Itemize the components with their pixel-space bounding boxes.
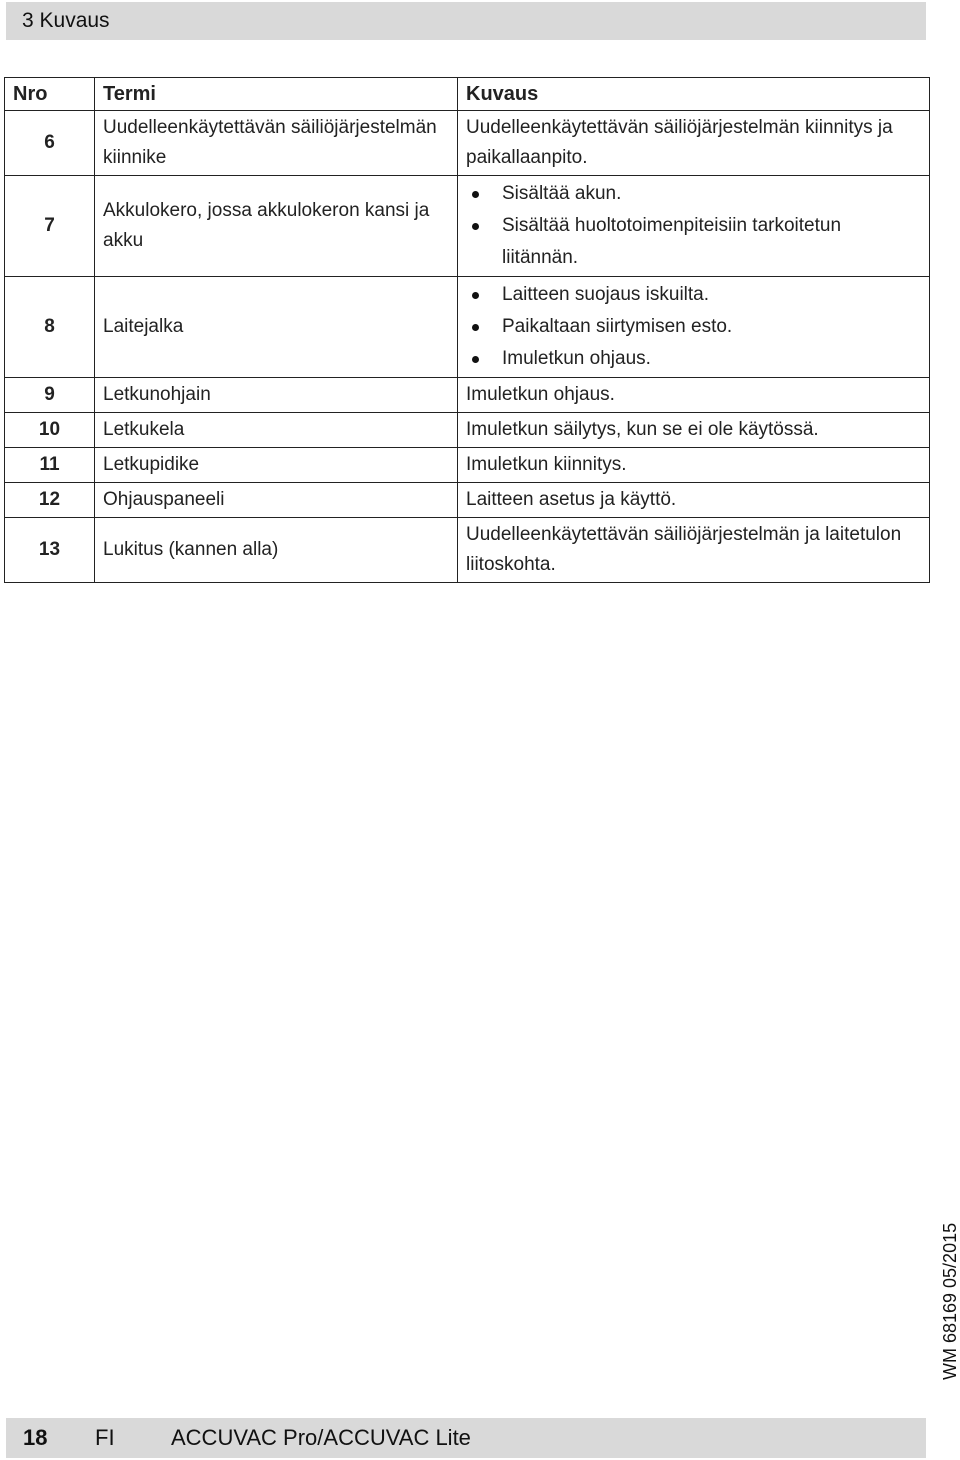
document-code: WM 68169 05/2015 <box>940 1222 960 1380</box>
row-description <box>458 176 930 277</box>
bullet-item: Imuletkun ohjaus. <box>466 343 921 375</box>
section-header <box>6 2 926 40</box>
column-header-desc: Kuvaus <box>458 78 930 111</box>
row-number: 12 <box>5 483 95 518</box>
row-term: Uudelleenkäytettävän säiliöjärjestelmän kiinnike <box>95 111 458 176</box>
row-term: Ohjauspaneeli <box>95 483 458 518</box>
table-row <box>5 176 930 277</box>
row-term: Lukitus (kannen alla) <box>95 518 458 583</box>
table-header-row <box>5 78 930 111</box>
row-term: Letkupidike <box>95 448 458 483</box>
row-number: 6 <box>5 111 95 176</box>
bullet-list <box>466 279 921 375</box>
table-row <box>5 448 930 483</box>
row-description: Imuletkun ohjaus. <box>458 378 930 413</box>
bullet-item: Paikaltaan siirtymisen esto. <box>466 311 921 343</box>
table-row <box>5 111 930 176</box>
bullet-item: Sisältää akun. <box>466 178 921 210</box>
page-number: 18 <box>23 1425 48 1450</box>
row-description: Laitteen asetus ja käyttö. <box>458 483 930 518</box>
row-description <box>458 277 930 378</box>
product-name: ACCUVAC Pro/ACCUVAC Lite <box>171 1425 471 1450</box>
row-term: Letkukela <box>95 413 458 448</box>
bullet-list <box>466 178 921 274</box>
row-description: Imuletkun kiinnitys. <box>458 448 930 483</box>
row-number: 9 <box>5 378 95 413</box>
column-header-term: Termi <box>95 78 458 111</box>
bullet-item: Sisältää huoltotoimenpiteisiin tarkoitetun liitännän. <box>466 210 921 274</box>
row-description: Uudelleenkäytettävän säiliöjärjestelmän ja laitetulon liitoskohta. <box>458 518 930 583</box>
terms-table <box>4 77 930 583</box>
row-description: Uudelleenkäytettävän säiliöjärjestelmän kiinnitys ja paikallaanpito. <box>458 111 930 176</box>
section-title: 3 Kuvaus <box>22 9 110 32</box>
table-row <box>5 483 930 518</box>
table-row <box>5 378 930 413</box>
language-code: FI <box>95 1425 115 1450</box>
row-term: Laitejalka <box>95 277 458 378</box>
row-description: Imuletkun säilytys, kun se ei ole käytössä. <box>458 413 930 448</box>
row-number: 8 <box>5 277 95 378</box>
column-header-nro: Nro <box>5 78 95 111</box>
table-row <box>5 518 930 583</box>
table-row <box>5 413 930 448</box>
row-term: Letkunohjain <box>95 378 458 413</box>
row-number: 13 <box>5 518 95 583</box>
page-footer <box>6 1418 926 1458</box>
row-term: Akkulokero, jossa akkulokeron kansi ja akku <box>95 176 458 277</box>
row-number: 11 <box>5 448 95 483</box>
row-number: 7 <box>5 176 95 277</box>
bullet-item: Laitteen suojaus iskuilta. <box>466 279 921 311</box>
table-row <box>5 277 930 378</box>
row-number: 10 <box>5 413 95 448</box>
